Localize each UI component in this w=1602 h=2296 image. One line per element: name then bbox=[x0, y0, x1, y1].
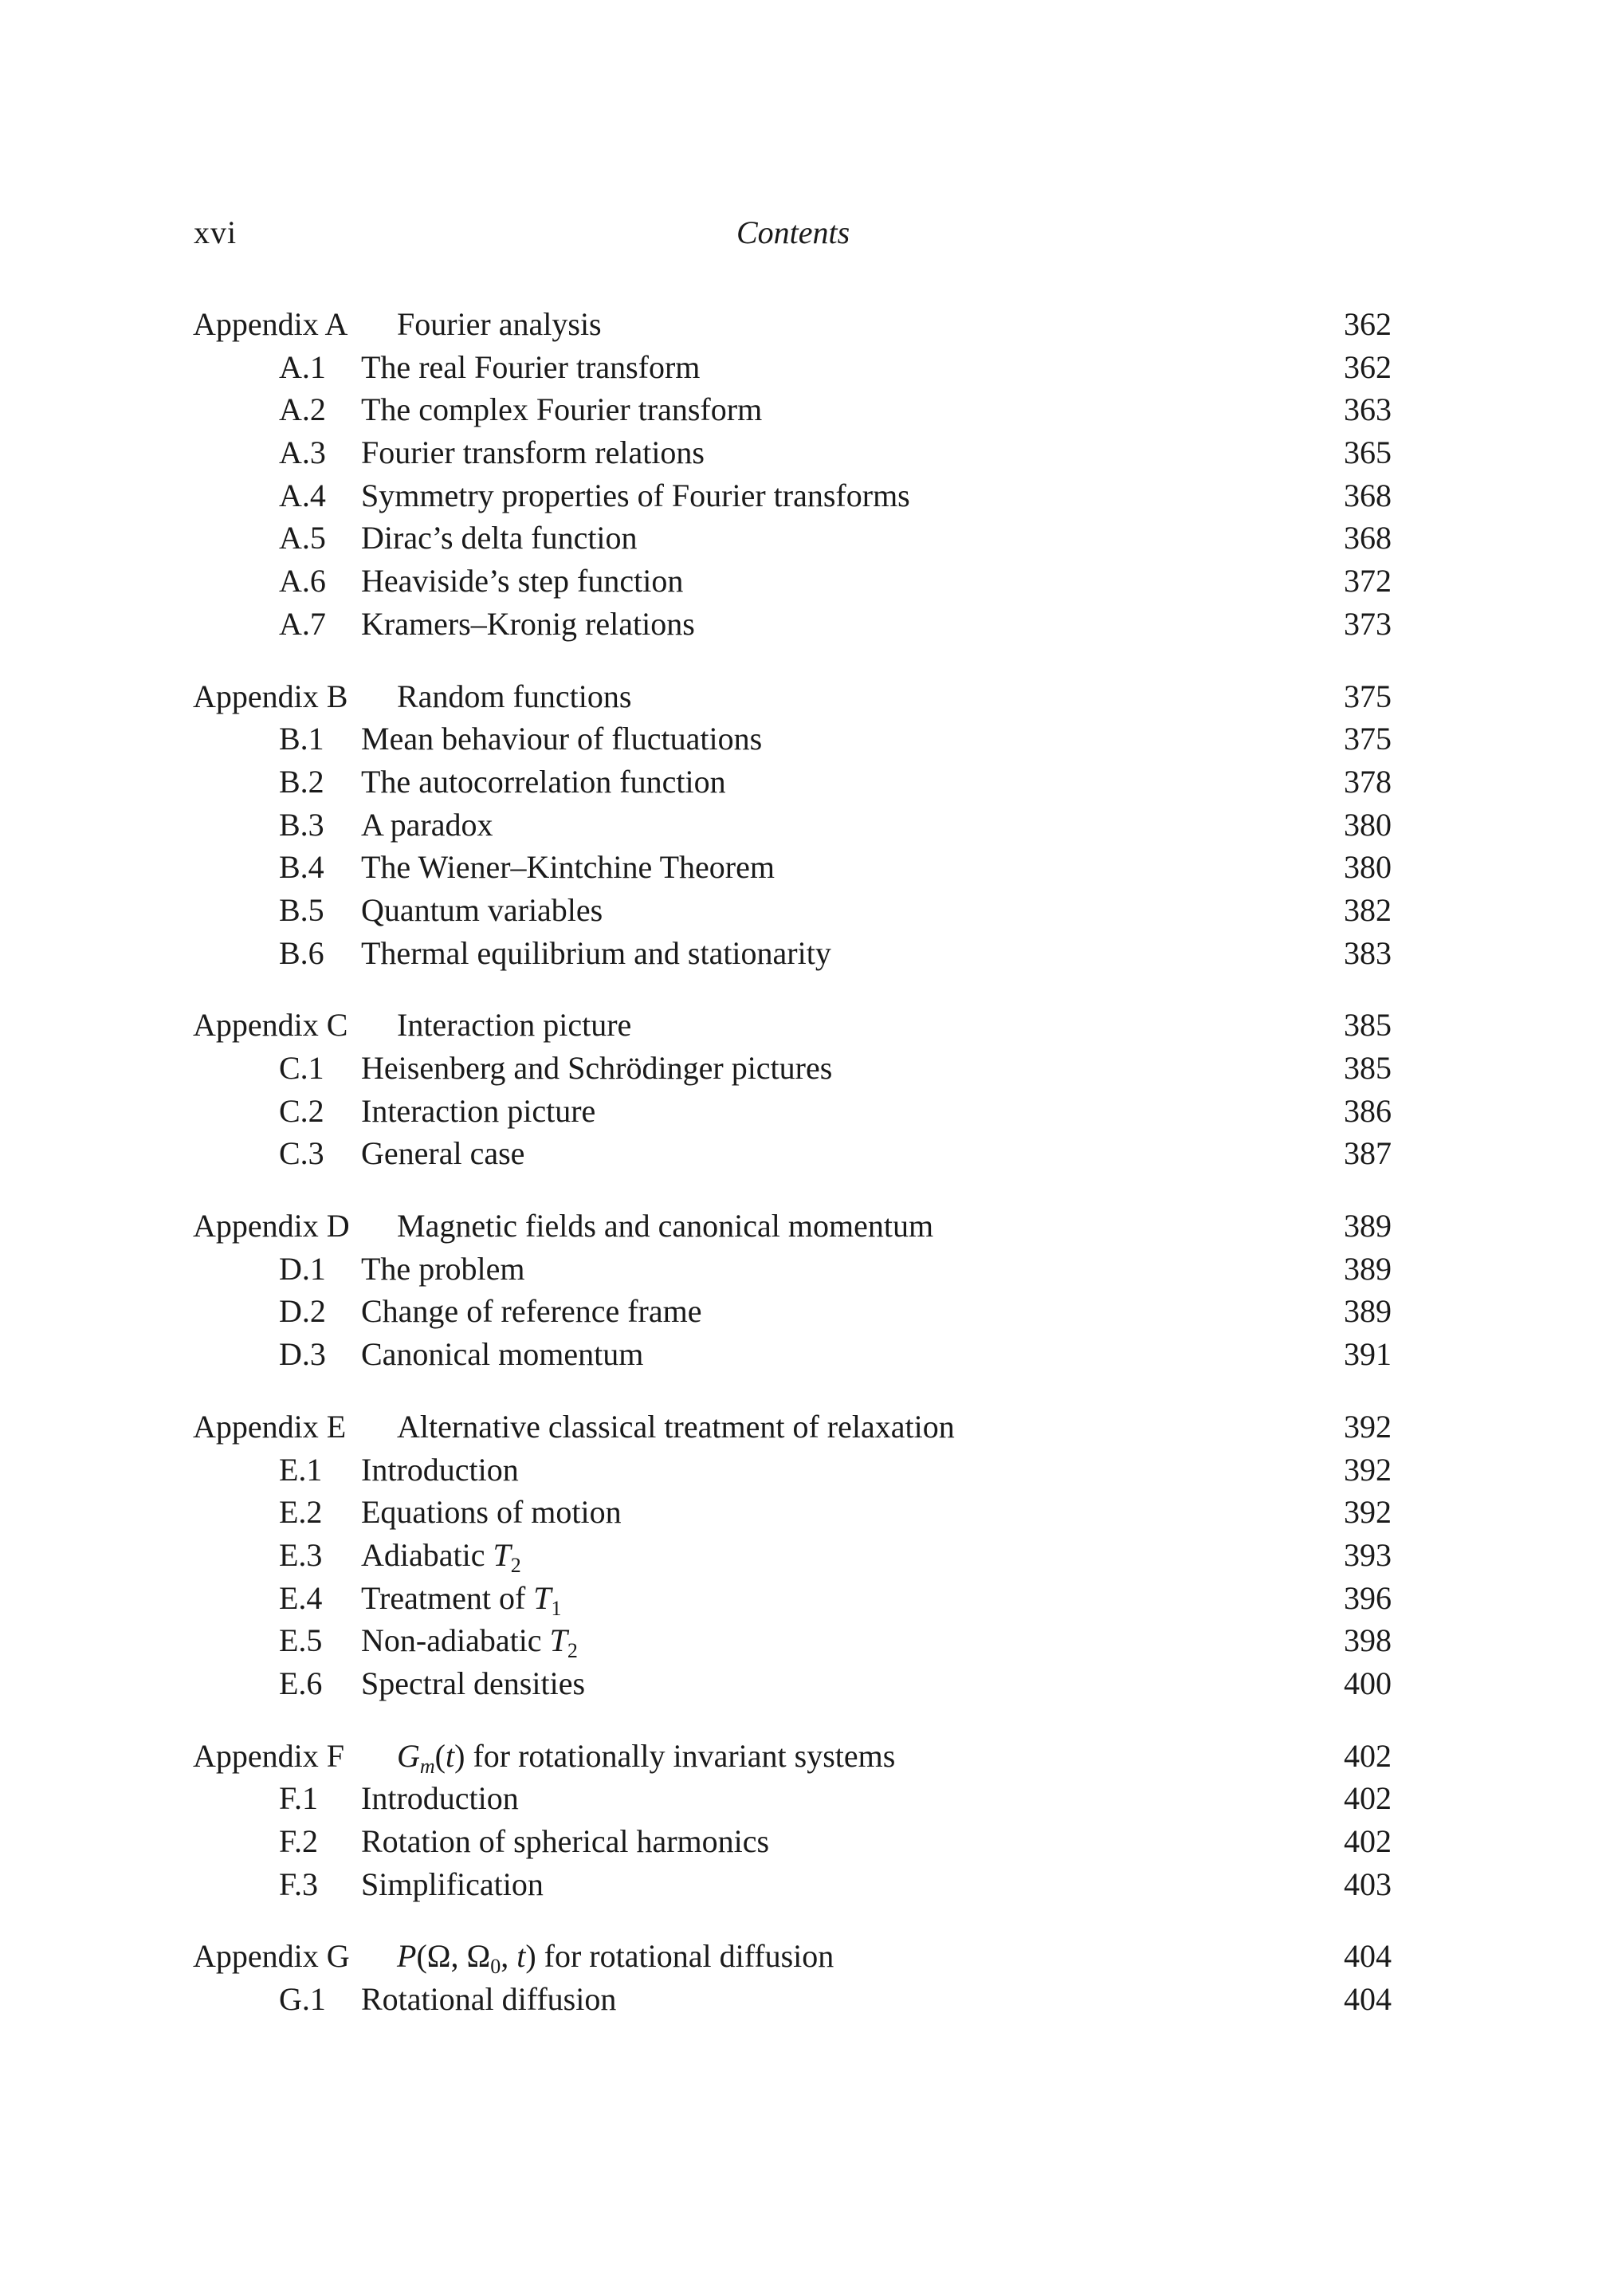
section-title: Fourier transform relations bbox=[361, 434, 705, 471]
section-page: 404 bbox=[1344, 1981, 1392, 2018]
toc-entry-section bbox=[0, 560, 1602, 603]
section-page: 403 bbox=[1344, 1866, 1392, 1902]
section-title: Thermal equilibrium and stationarity bbox=[361, 934, 831, 971]
appendix-number: Appendix F bbox=[193, 1737, 344, 1774]
toc-entry-appendix bbox=[0, 1004, 1602, 1047]
appendix-page: 375 bbox=[1344, 678, 1392, 714]
section-number: E.4 bbox=[279, 1579, 323, 1616]
section-number: D.2 bbox=[279, 1293, 326, 1330]
section-title: Introduction bbox=[361, 1780, 519, 1817]
section-title: The problem bbox=[361, 1250, 525, 1287]
appendix-title: $G_m(t)$ for rotationally invariant systems bbox=[397, 1737, 896, 1778]
section-page: 372 bbox=[1344, 563, 1392, 600]
toc-entry-section bbox=[0, 346, 1602, 389]
section-title: Simplification bbox=[361, 1866, 544, 1902]
section-number: A.1 bbox=[279, 348, 326, 385]
section-title: The real Fourier transform bbox=[361, 348, 701, 385]
toc-entry-section bbox=[0, 1863, 1602, 1906]
section-title: Non-adiabatic $T_2$ bbox=[361, 1622, 578, 1663]
section-number: A.7 bbox=[279, 605, 326, 642]
section-number: B.5 bbox=[279, 891, 324, 928]
running-head bbox=[0, 214, 1602, 261]
toc-entry-section bbox=[0, 603, 1602, 646]
section-title: The complex Fourier transform bbox=[361, 391, 763, 428]
section-number: B.1 bbox=[279, 721, 324, 757]
table-of-contents bbox=[0, 303, 1602, 2050]
appendix-number: Appendix E bbox=[193, 1408, 347, 1445]
section-page: 400 bbox=[1344, 1665, 1392, 1701]
section-title: A paradox bbox=[361, 806, 493, 843]
appendix-number: Appendix A bbox=[193, 306, 348, 342]
toc-entry-section bbox=[0, 846, 1602, 889]
section-title: Kramers–Kronig relations bbox=[361, 605, 695, 642]
section-title: Canonical momentum bbox=[361, 1336, 644, 1373]
section-page: 368 bbox=[1344, 477, 1392, 513]
appendix-number: Appendix B bbox=[193, 678, 348, 714]
section-page: 402 bbox=[1344, 1780, 1392, 1817]
appendix-group bbox=[0, 1735, 1602, 1906]
toc-entry-appendix bbox=[0, 1205, 1602, 1248]
section-title: Change of reference frame bbox=[361, 1293, 702, 1330]
section-title: Quantum variables bbox=[361, 891, 603, 928]
section-number: G.1 bbox=[279, 1981, 326, 2018]
section-page: 383 bbox=[1344, 934, 1392, 971]
appendix-page: 404 bbox=[1344, 1938, 1392, 1975]
appendix-number: Appendix G bbox=[193, 1938, 350, 1975]
toc-entry-section bbox=[0, 1662, 1602, 1705]
section-number: D.3 bbox=[279, 1336, 326, 1373]
section-page: 380 bbox=[1344, 806, 1392, 843]
running-title: Contents bbox=[736, 214, 850, 250]
toc-entry-section bbox=[0, 1132, 1602, 1175]
toc-entry-section bbox=[0, 1449, 1602, 1492]
section-page: 373 bbox=[1344, 605, 1392, 642]
section-number: A.5 bbox=[279, 520, 326, 556]
section-number: E.1 bbox=[279, 1451, 323, 1488]
section-page: 378 bbox=[1344, 763, 1392, 800]
section-page: 368 bbox=[1344, 520, 1392, 556]
section-number: B.4 bbox=[279, 849, 324, 886]
appendix-page: 385 bbox=[1344, 1007, 1392, 1044]
toc-entry-section bbox=[0, 1047, 1602, 1090]
section-number: A.6 bbox=[279, 563, 326, 600]
appendix-group bbox=[0, 303, 1602, 646]
section-number: A.4 bbox=[279, 477, 326, 513]
section-page: 389 bbox=[1344, 1293, 1392, 1330]
appendix-page: 392 bbox=[1344, 1408, 1392, 1445]
appendix-title: Interaction picture bbox=[397, 1007, 632, 1044]
section-number: F.1 bbox=[279, 1780, 319, 1817]
section-number: F.2 bbox=[279, 1823, 319, 1859]
section-title: The Wiener–Kintchine Theorem bbox=[361, 849, 775, 886]
toc-entry-section bbox=[0, 1290, 1602, 1333]
toc-entry-section bbox=[0, 932, 1602, 975]
appendix-number: Appendix C bbox=[193, 1007, 348, 1044]
toc-entry-section bbox=[0, 1978, 1602, 2021]
section-title: Mean behaviour of fluctuations bbox=[361, 721, 763, 757]
section-title: Symmetry properties of Fourier transforms bbox=[361, 477, 910, 513]
toc-entry-appendix bbox=[0, 1406, 1602, 1449]
section-page: 392 bbox=[1344, 1494, 1392, 1531]
section-page: 380 bbox=[1344, 849, 1392, 886]
appendix-title: Random functions bbox=[397, 678, 632, 714]
section-page: 398 bbox=[1344, 1622, 1392, 1659]
section-page: 402 bbox=[1344, 1823, 1392, 1859]
section-number: B.6 bbox=[279, 934, 324, 971]
section-number: E.6 bbox=[279, 1665, 323, 1701]
toc-entry-section bbox=[0, 1619, 1602, 1662]
section-page: 396 bbox=[1344, 1579, 1392, 1616]
section-page: 385 bbox=[1344, 1050, 1392, 1086]
appendix-group bbox=[0, 1004, 1602, 1175]
section-number: E.5 bbox=[279, 1622, 323, 1659]
section-number: C.1 bbox=[279, 1050, 324, 1086]
section-title: Heisenberg and Schrödinger pictures bbox=[361, 1050, 833, 1086]
section-page: 387 bbox=[1344, 1135, 1392, 1172]
section-page: 375 bbox=[1344, 721, 1392, 757]
section-page: 365 bbox=[1344, 434, 1392, 471]
toc-entry-section bbox=[0, 1820, 1602, 1863]
section-page: 389 bbox=[1344, 1250, 1392, 1287]
section-number: E.2 bbox=[279, 1494, 323, 1531]
section-number: B.2 bbox=[279, 763, 324, 800]
toc-entry-section bbox=[0, 474, 1602, 517]
section-number: C.3 bbox=[279, 1135, 324, 1172]
section-page: 391 bbox=[1344, 1336, 1392, 1373]
section-page: 362 bbox=[1344, 348, 1392, 385]
section-title: Equations of motion bbox=[361, 1494, 622, 1531]
toc-entry-section bbox=[0, 1577, 1602, 1620]
appendix-page: 389 bbox=[1344, 1208, 1392, 1244]
section-page: 386 bbox=[1344, 1092, 1392, 1129]
section-page: 382 bbox=[1344, 891, 1392, 928]
toc-entry-section bbox=[0, 1248, 1602, 1291]
section-title: Rotational diffusion bbox=[361, 1981, 617, 2018]
section-title: Rotation of spherical harmonics bbox=[361, 1823, 770, 1859]
page-number: xvi bbox=[194, 214, 238, 250]
appendix-title: P(Ω, $\Omega_0$, t) for rotational diffusion bbox=[397, 1938, 834, 1979]
toc-entry-section bbox=[0, 889, 1602, 932]
section-number: F.3 bbox=[279, 1866, 319, 1902]
section-number: C.2 bbox=[279, 1092, 324, 1129]
toc-entry-appendix bbox=[0, 303, 1602, 346]
section-title: The autocorrelation function bbox=[361, 763, 726, 800]
section-page: 392 bbox=[1344, 1451, 1392, 1488]
appendix-page: 402 bbox=[1344, 1737, 1392, 1774]
section-title: Adiabatic $T_2$ bbox=[361, 1536, 521, 1577]
toc-entry-appendix bbox=[0, 1935, 1602, 1978]
section-page: 393 bbox=[1344, 1536, 1392, 1573]
appendix-number: Appendix D bbox=[193, 1208, 350, 1244]
appendix-group bbox=[0, 1205, 1602, 1376]
toc-entry-section bbox=[0, 718, 1602, 761]
appendix-page: 362 bbox=[1344, 306, 1392, 342]
toc-entry-appendix bbox=[0, 675, 1602, 718]
toc-entry-appendix bbox=[0, 1735, 1602, 1778]
section-title: Interaction picture bbox=[361, 1092, 596, 1129]
section-title: Spectral densities bbox=[361, 1665, 586, 1701]
section-number: A.2 bbox=[279, 391, 326, 428]
section-number: D.1 bbox=[279, 1250, 326, 1287]
section-title: Heaviside’s step function bbox=[361, 563, 684, 600]
toc-entry-section bbox=[0, 517, 1602, 560]
appendix-title: Fourier analysis bbox=[397, 306, 602, 342]
appendix-title: Magnetic fields and canonical momentum bbox=[397, 1208, 934, 1244]
toc-entry-section bbox=[0, 1333, 1602, 1376]
section-page: 363 bbox=[1344, 391, 1392, 428]
section-title: Treatment of $T_1$ bbox=[361, 1579, 562, 1620]
toc-entry-section bbox=[0, 804, 1602, 847]
appendix-group bbox=[0, 675, 1602, 975]
toc-entry-section bbox=[0, 1534, 1602, 1577]
section-number: A.3 bbox=[279, 434, 326, 471]
section-title: General case bbox=[361, 1135, 525, 1172]
section-title: Dirac’s delta function bbox=[361, 520, 638, 556]
toc-entry-section bbox=[0, 388, 1602, 431]
appendix-group bbox=[0, 1406, 1602, 1705]
section-number: B.3 bbox=[279, 806, 324, 843]
toc-entry-section bbox=[0, 431, 1602, 474]
appendix-title: Alternative classical treatment of relaxation bbox=[397, 1408, 955, 1445]
section-title: Introduction bbox=[361, 1451, 519, 1488]
appendix-group bbox=[0, 1935, 1602, 2020]
toc-entry-section bbox=[0, 761, 1602, 804]
section-number: E.3 bbox=[279, 1536, 323, 1573]
toc-entry-section bbox=[0, 1491, 1602, 1534]
toc-entry-section bbox=[0, 1090, 1602, 1133]
toc-entry-section bbox=[0, 1777, 1602, 1820]
